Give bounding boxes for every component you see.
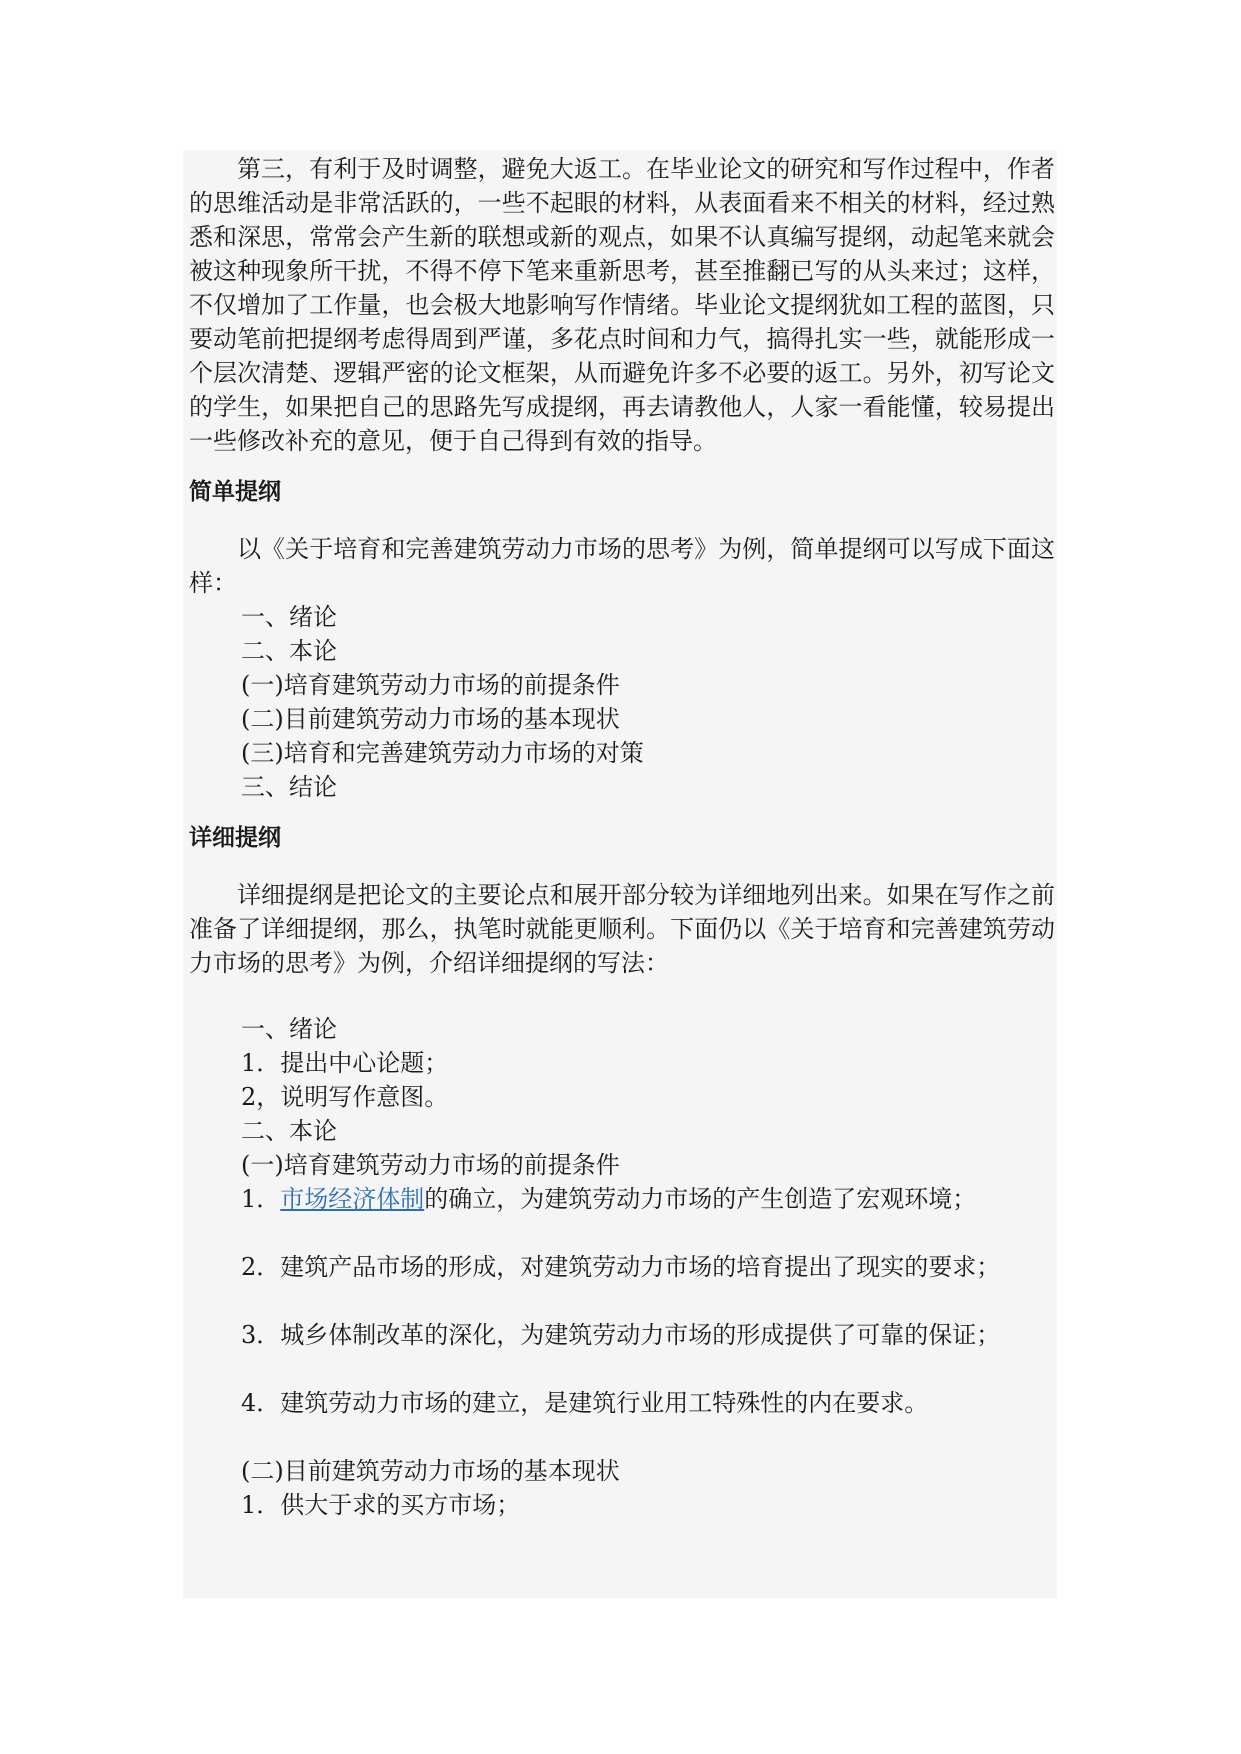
detailed-outline-section-title: (二)目前建筑劳动力市场的基本现状 [241, 1457, 620, 1485]
detailed-outline-item: 3．城乡体制改革的深化，为建筑劳动力市场的形成提供了可靠的保证； [241, 1321, 1001, 1349]
simple-outline-item: (三)培育和完善建筑劳动力市场的对策 [241, 739, 644, 767]
item-text: 的确立，为建筑劳动力市场的产生创造了宏观环境； [424, 1185, 977, 1213]
detailed-outline-item-market-economy [189, 1182, 1055, 1216]
simple-outline-item: 二、本论 [241, 637, 337, 665]
document-body [189, 152, 1055, 1522]
detailed-outline-item: 一、绪论 [241, 1015, 337, 1043]
market-economy-link[interactable]: 市场经济体制 [280, 1185, 425, 1213]
detailed-outline-intro: 详细提纲是把论文的主要论点和展开部分较为详细地列出来。如果在写作之前准备了详细提纲，那么，执笔时就能更顺利。下面仍以《关于培育和完善建筑劳动力市场的思考》为例，介绍详细提纲的写法： [189, 881, 1055, 977]
simple-outline-item: 一、绪论 [241, 603, 337, 631]
detailed-outline-item: 4．建筑劳动力市场的建立，是建筑行业用工特殊性的内在要求。 [241, 1389, 929, 1417]
simple-outline-item: (一)培育建筑劳动力市场的前提条件 [241, 671, 620, 699]
simple-outline-item: (二)目前建筑劳动力市场的基本现状 [241, 705, 620, 733]
item-number: 1． [241, 1185, 281, 1213]
detailed-outline-item: 二、本论 [241, 1117, 337, 1145]
detailed-outline-item: (一)培育建筑劳动力市场的前提条件 [241, 1151, 620, 1179]
detailed-outline-item: 2，说明写作意图。 [241, 1083, 449, 1111]
heading-detailed-outline: 详细提纲 [189, 825, 281, 851]
simple-outline-item: 三、结论 [241, 773, 337, 801]
heading-simple-outline: 简单提纲 [189, 479, 281, 505]
detailed-outline-item: 1．供大于求的买方市场； [241, 1491, 521, 1519]
detailed-outline-item: 2．建筑产品市场的形成，对建筑劳动力市场的培育提出了现实的要求； [241, 1253, 1001, 1281]
detailed-outline-item: 1．提出中心论题； [241, 1049, 449, 1077]
paragraph-third-point: 第三，有利于及时调整，避免大返工。在毕业论文的研究和写作过程中，作者的思维活动是非常活跃的，一些不起眼的材料，从表面看来不相关的材料，经过熟悉和深思，常常会产生新的联想或新的观点，如果不认真编写提纲，动起笔来就会被这种现象所干扰，不得不停下笔来重新思考，甚至推翻已写的从头来过；这样，不仅增加了工作量，也会极大地影响写作情绪。毕业论文提纲犹如工程的蓝图，只要动笔前把提纲考虑得周到严谨，多花点时间和力气，搞得扎实一些，就能形成一个层次清楚、逻辑严密的论文框架，从而避免许多不必要的返工。另外，初写论文的学生，如果把自己的思路先写成提纲，再去请教他人，人家一看能懂，较易提出一些修改补充的意见，便于自己得到有效的指导。 [189, 155, 1055, 455]
simple-outline-intro: 以《关于培育和完善建筑劳动力市场的思考》为例，简单提纲可以写成下面这样： [189, 535, 1055, 597]
